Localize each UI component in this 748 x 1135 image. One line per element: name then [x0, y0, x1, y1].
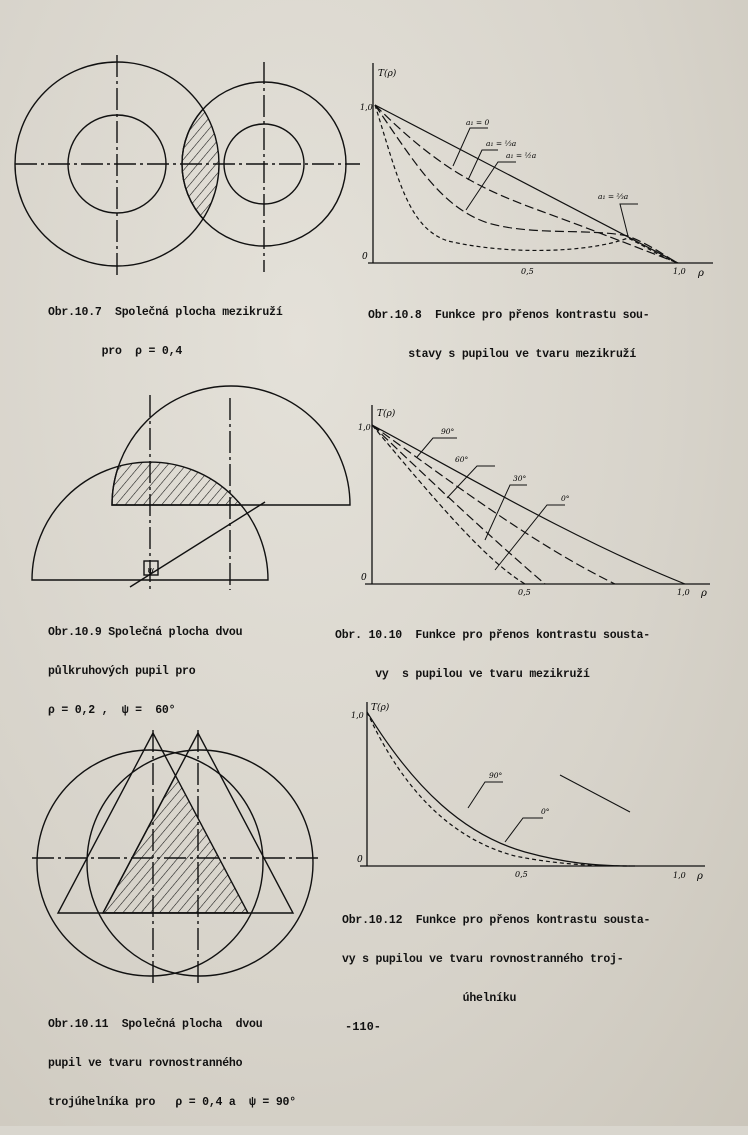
tick-label-x-end: 1,0 — [673, 267, 686, 276]
tick-label-y-top: 1,0 — [351, 711, 364, 720]
label-30: 30° — [513, 474, 527, 483]
figure-10-8-chart — [358, 58, 720, 283]
page-number: -110- — [345, 1020, 382, 1034]
curve-a0 — [375, 105, 678, 263]
tick-label-x-end: 1,0 — [677, 588, 690, 597]
label-a-half: a₁ = ½a — [506, 151, 537, 160]
curve-90 — [367, 712, 635, 866]
figure-10-11-diagram — [20, 730, 330, 990]
caption-line: vy s pupilou ve tvaru rovnostranného troj- — [342, 953, 624, 966]
caption-figure-10-8 — [368, 283, 649, 387]
label-0: 0° — [541, 807, 550, 816]
caption-line: Obr. 10.10 Funkce pro přenos kontrastu sousta- — [335, 629, 650, 642]
caption-line: Obr.10.8 Funkce pro přenos kontrastu sou- — [368, 309, 650, 322]
caption-line: stavy s pupilou ve tvaru mezikruží — [368, 348, 637, 361]
origin-label: 0 — [357, 855, 363, 865]
label-psi: ψ — [147, 566, 155, 576]
label-a-third: a₁ = ⅓a — [486, 139, 517, 148]
tick-label-y-top: 1,0 — [360, 103, 373, 112]
tick-label-x-mid: 0,5 — [518, 588, 531, 597]
caption-line: trojúhelníka pro ρ = 0,4 a ψ = 90° — [48, 1096, 296, 1109]
label-90: 90° — [489, 771, 503, 780]
caption-figure-10-9 — [48, 600, 242, 743]
caption-line: Obr.10.9 Společná plocha dvou — [48, 626, 243, 639]
caption-figure-10-10 — [335, 603, 650, 707]
label-0: 0° — [561, 494, 570, 503]
caption-figure-10-7 — [48, 280, 283, 384]
axis-label-x: ρ — [698, 268, 704, 279]
label-a-twothirds: a₁ = ⅔a — [598, 192, 629, 201]
label-a0: a₁ = 0 — [466, 118, 490, 127]
curve-90 — [372, 425, 685, 584]
caption-line: Obr.10.12 Funkce pro přenos kontrastu sousta- — [342, 914, 651, 927]
figure-10-10-chart — [355, 400, 720, 600]
figure-10-12-chart — [345, 700, 720, 885]
caption-line: úhelníku — [342, 992, 517, 1005]
label-90: 90° — [441, 427, 455, 436]
curve-60 — [372, 425, 615, 584]
axis-label-y: T(ρ) — [378, 69, 397, 79]
caption-figure-10-12 — [342, 888, 650, 1031]
tick-label-x-end: 1,0 — [673, 871, 686, 880]
axis-label-y: T(ρ) — [371, 703, 390, 713]
caption-line: vy s pupilou ve tvaru mezikruží — [335, 668, 590, 681]
axis-label-x: ρ — [697, 871, 703, 882]
caption-figure-10-11 — [48, 992, 296, 1135]
curve-0 — [372, 425, 525, 584]
caption-line: pro ρ = 0,4 — [48, 345, 183, 358]
caption-line: pupil ve tvaru rovnostranného — [48, 1057, 243, 1070]
axis-label-x: ρ — [701, 588, 707, 599]
caption-line: ρ = 0,2 , ψ = 60° — [48, 704, 176, 717]
tick-label-x-mid: 0,5 — [521, 267, 534, 276]
figure-10-9-diagram — [20, 390, 360, 595]
label-60: 60° — [455, 455, 469, 464]
caption-line: Obr.10.7 Společná plocha mezikruží — [48, 306, 283, 319]
axis-label-y: T(ρ) — [377, 409, 396, 419]
figure-10-7-diagram — [0, 40, 350, 290]
caption-line: půlkruhových pupil pro — [48, 665, 196, 678]
origin-label: 0 — [362, 252, 368, 262]
tick-label-y-top: 1,0 — [358, 423, 371, 432]
caption-line: Obr.10.11 Společná plocha dvou — [48, 1018, 263, 1031]
tick-label-x-mid: 0,5 — [515, 870, 528, 879]
origin-label: 0 — [361, 573, 367, 583]
